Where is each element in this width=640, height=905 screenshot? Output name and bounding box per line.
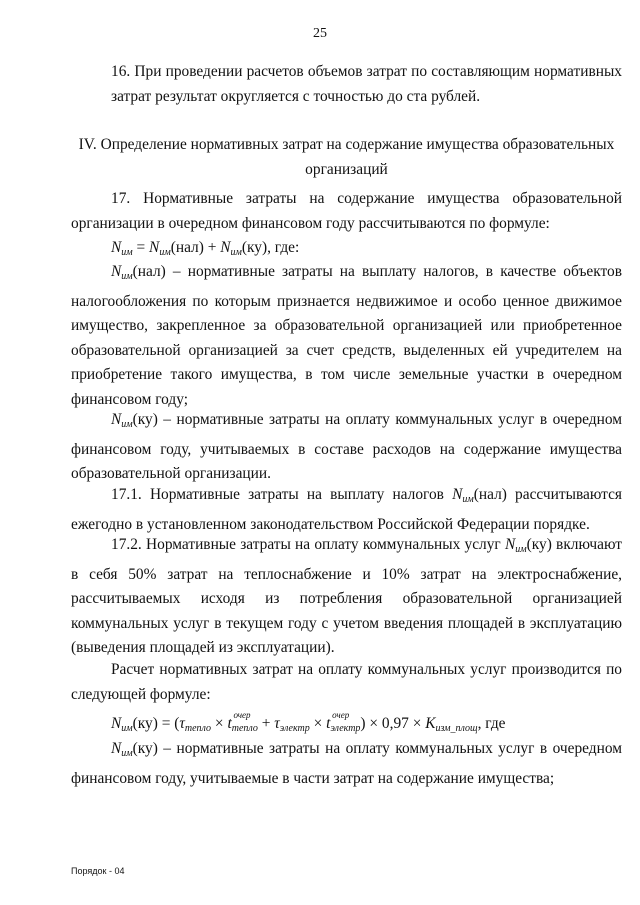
definition-ku	[71, 408, 622, 487]
formula-term: (ку) = (	[132, 715, 180, 732]
formula-symbol: N	[504, 536, 516, 553]
formula-operator: ×	[211, 715, 228, 732]
formula-subscript: им	[159, 247, 171, 258]
formula-operator: =	[132, 239, 150, 256]
paragraph-calc	[71, 658, 622, 707]
formula-symbol: t	[326, 715, 331, 732]
text-segment: (нал) рассчитываются	[473, 486, 622, 503]
text-segment: нормативные затраты на оплату коммунальных услуг в очередном	[176, 740, 622, 757]
text-line: финансовом году, учитываемые в части затрат на содержание имущества;	[71, 769, 555, 787]
text-line: Расчет нормативных затрат на оплату коммунальных услуг производится по	[111, 661, 622, 678]
text-line: образовательной организации.	[71, 465, 271, 483]
formula-symbol: N	[111, 239, 122, 256]
formula-subscript: им	[121, 419, 133, 430]
formula-subscript: электр	[279, 723, 310, 734]
heading-line: IV. Определение нормативных затрат на содержание имущества образовательных	[78, 136, 615, 153]
text-line: (выведения площадей из эксплуатации).	[71, 639, 335, 657]
text-line	[71, 737, 622, 767]
formula-symbol: N	[452, 486, 463, 503]
text-line: рассчитываемых исходя из потребления образовательной организацией	[71, 590, 622, 608]
text-line: 16. При проведении расчетов объемов затрат по составляющим нормативных	[111, 63, 622, 80]
text-line: в себя 50% затрат на теплоснабжение и 10% затрат на электроснабжение,	[71, 565, 622, 583]
formula-symbol: τ	[179, 715, 185, 732]
formula-term: (ку)	[241, 239, 268, 256]
formula-term: (нал)	[170, 239, 204, 256]
formula-symbol: N	[220, 239, 231, 256]
formula-symbol: N	[111, 411, 122, 428]
formula-term: (ку) –	[132, 411, 172, 428]
formula-term: (ку) –	[132, 740, 172, 757]
paragraph-17-2	[71, 533, 622, 661]
formula-symbol: τ	[274, 715, 280, 732]
formula-operator: +	[203, 239, 221, 256]
text-line	[71, 408, 622, 438]
text-line: затрат результат округляется с точностью до ста рублей.	[111, 87, 481, 105]
paragraph-17	[71, 187, 622, 236]
text-line: ежегодно в установленном законодательством Российской Федерации порядке.	[71, 515, 590, 533]
paragraph-16	[71, 60, 622, 109]
text-line: 17. Нормативные затраты на содержание имущества образовательной	[111, 190, 622, 207]
text-line: коммунальных услуг в текущем году с учетом введения площадей в эксплуатацию	[71, 614, 622, 632]
text-segment: (ку) включают	[526, 536, 622, 553]
formula-symbol: N	[111, 740, 122, 757]
formula-term: ) × 0,97 ×	[360, 715, 426, 732]
formula-superscript: очер	[332, 710, 350, 720]
formula-subscript: тепло	[184, 723, 212, 734]
formula-symbol: N	[111, 715, 122, 732]
definition-nal	[71, 260, 622, 413]
formula-symbol: t	[227, 715, 232, 732]
page-footer: Порядок - 04	[71, 866, 125, 876]
text-segment: нормативные затраты на оплату коммунальных услуг в очередном	[176, 411, 622, 428]
formula-term: (нал) –	[132, 263, 181, 280]
paragraph-17-1	[71, 483, 622, 537]
text-segment: 17.2. Нормативные затраты на оплату коммунальных услуг	[111, 536, 501, 553]
formula-symbol: N	[111, 263, 122, 280]
text-line	[71, 533, 622, 563]
formula-subscript: им	[121, 723, 133, 734]
formula-subscript: им	[230, 247, 242, 258]
formula-operator: +	[257, 715, 275, 732]
text-line	[71, 483, 622, 513]
formula-tail: , где	[477, 715, 506, 732]
text-line	[71, 260, 622, 290]
text-line: имущество, закрепленное за образовательной организацией или приобретенное	[71, 317, 622, 335]
text-line: финансовом году, учитываемых в составе расходов на содержание имущества	[71, 440, 622, 458]
text-line: образовательной организацией за счет средств, выделенных ей учредителем на	[71, 341, 622, 359]
text-line: налогообложения по которым признается недвижимое и особо ценное движимое	[71, 292, 622, 310]
formula-symbol: K	[425, 715, 436, 732]
formula-subscript: изм_площ	[435, 723, 478, 734]
formula-subscript: им	[121, 748, 133, 759]
section-heading	[71, 133, 622, 182]
definition-ku-2	[71, 737, 622, 791]
formula-tail: , где:	[267, 239, 300, 256]
formula-subscript: им	[121, 247, 133, 258]
text-segment: нормативные затраты на выплату налогов, в качестве объектов	[187, 263, 622, 280]
text-line: приобретение такого имущества, в том числе земельные участки в очередном	[71, 366, 622, 384]
text-line: следующей формуле:	[71, 685, 211, 703]
formula-subscript: им	[515, 544, 527, 555]
text-line: организации в очередном финансовом году рассчитываются по формуле:	[71, 214, 550, 232]
formula-operator: ×	[309, 715, 327, 732]
formula-superscript: очер	[233, 710, 251, 720]
heading-line: организаций	[305, 160, 388, 178]
text-line: финансовом году;	[71, 390, 188, 408]
text-segment: 17.1. Нормативные затраты на выплату налогов	[111, 486, 444, 503]
formula-symbol: N	[149, 239, 160, 256]
formula-subscript: им	[121, 271, 133, 282]
formula-subscript: тепло	[231, 723, 258, 734]
formula-subscript: им	[462, 494, 474, 505]
page-number: 25	[313, 26, 327, 41]
formula-subscript: электр	[330, 723, 361, 734]
